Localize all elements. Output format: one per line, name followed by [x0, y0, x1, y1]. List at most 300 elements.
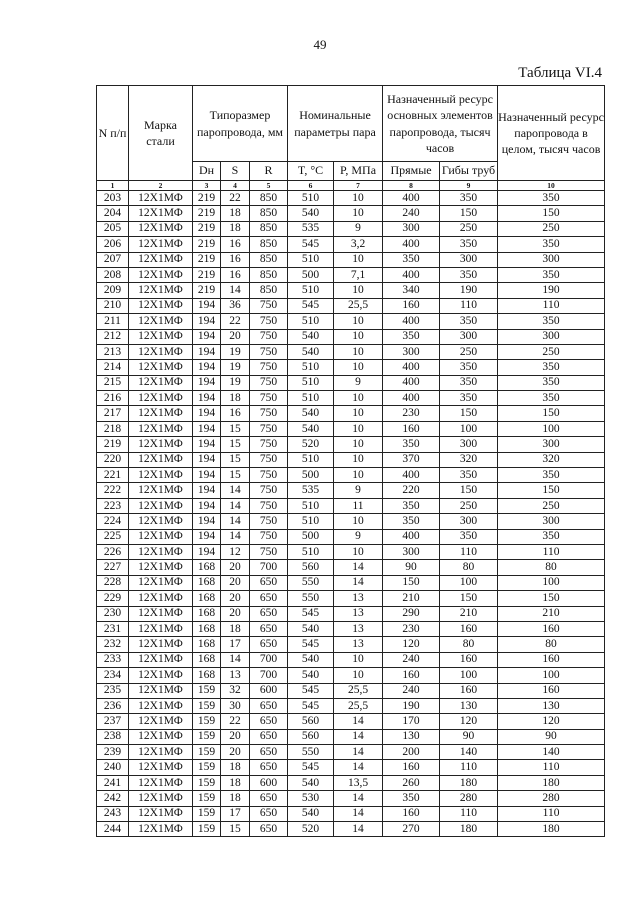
table-cell: 250 [498, 498, 605, 513]
table-cell: 25,5 [334, 683, 383, 698]
table-cell: 350 [383, 329, 440, 344]
table-cell: 194 [193, 375, 221, 390]
table-cell: 240 [97, 760, 129, 775]
steam-pipeline-resource-table [96, 85, 605, 837]
table-cell: 650 [250, 714, 288, 729]
table-cell: 13 [334, 637, 383, 652]
table-cell: 540 [288, 806, 334, 821]
table-cell: 219 [193, 206, 221, 221]
table-cell: 400 [383, 267, 440, 282]
table-cell: 500 [288, 267, 334, 282]
table-cell: 14 [221, 514, 250, 529]
table-cell: 650 [250, 791, 288, 806]
table-cell: 20 [221, 560, 250, 575]
table-cell: 220 [97, 452, 129, 467]
table-cell: 510 [288, 191, 334, 206]
table-row [97, 452, 605, 467]
table-cell: 350 [440, 237, 498, 252]
table-cell: 12Х1МФ [129, 529, 193, 544]
table-cell: 110 [440, 806, 498, 821]
table-cell: 850 [250, 237, 288, 252]
header-pipe-size: Типоразмер паропровода, мм [193, 86, 288, 162]
table-cell: 350 [440, 314, 498, 329]
table-cell: 150 [440, 406, 498, 421]
table-cell: 194 [193, 329, 221, 344]
table-cell: 540 [288, 775, 334, 790]
table-cell: 10 [334, 252, 383, 267]
table-cell: 219 [97, 437, 129, 452]
table-cell: 210 [383, 591, 440, 606]
table-cell: 350 [498, 237, 605, 252]
table-cell: 540 [288, 406, 334, 421]
table-cell: 540 [288, 421, 334, 436]
table-cell: 237 [97, 714, 129, 729]
table-cell: 90 [440, 729, 498, 744]
table-cell: 194 [193, 483, 221, 498]
table-cell: 350 [498, 191, 605, 206]
table-cell: 18 [221, 760, 250, 775]
table-cell: 200 [383, 745, 440, 760]
table-row [97, 283, 605, 298]
table-row [97, 391, 605, 406]
table-cell: 14 [334, 560, 383, 575]
table-cell: 15 [221, 437, 250, 452]
table-cell: 15 [221, 421, 250, 436]
table-cell: 80 [440, 560, 498, 575]
table-cell: 300 [440, 437, 498, 452]
table-row [97, 298, 605, 313]
table-cell: 750 [250, 514, 288, 529]
table-cell: 350 [383, 791, 440, 806]
table-cell: 550 [288, 591, 334, 606]
table-cell: 244 [97, 822, 129, 837]
table-cell: 150 [498, 483, 605, 498]
table-cell: 160 [440, 683, 498, 698]
table-cell: 226 [97, 544, 129, 559]
table-cell: 12Х1МФ [129, 314, 193, 329]
table-cell: 540 [288, 344, 334, 359]
header-dn: Dн [193, 162, 221, 181]
table-cell: 400 [383, 314, 440, 329]
table-cell: 14 [221, 652, 250, 667]
header-r: R [250, 162, 288, 181]
table-row [97, 822, 605, 837]
table-cell: 850 [250, 191, 288, 206]
table-cell: 110 [498, 544, 605, 559]
table-cell: 12Х1МФ [129, 698, 193, 713]
table-cell: 13 [334, 621, 383, 636]
table-cell: 750 [250, 360, 288, 375]
table-cell: 150 [440, 206, 498, 221]
table-cell: 10 [334, 668, 383, 683]
table-cell: 221 [97, 468, 129, 483]
table-cell: 160 [383, 298, 440, 313]
table-cell: 219 [193, 237, 221, 252]
table-cell: 22 [221, 191, 250, 206]
table-cell: 168 [193, 575, 221, 590]
table-row [97, 544, 605, 559]
table-cell: 238 [97, 729, 129, 744]
table-cell: 650 [250, 760, 288, 775]
table-cell: 18 [221, 391, 250, 406]
table-cell: 219 [193, 221, 221, 236]
table-cell: 650 [250, 822, 288, 837]
table-cell: 14 [334, 729, 383, 744]
table-cell: 17 [221, 806, 250, 821]
table-cell: 10 [334, 191, 383, 206]
table-cell: 159 [193, 745, 221, 760]
column-index-cell: 2 [129, 181, 193, 191]
table-cell: 12Х1МФ [129, 668, 193, 683]
table-cell: 18 [221, 221, 250, 236]
column-index-cell: 3 [193, 181, 221, 191]
table-cell: 211 [97, 314, 129, 329]
table-cell: 19 [221, 344, 250, 359]
table-cell: 750 [250, 375, 288, 390]
table-cell: 205 [97, 221, 129, 236]
table-cell: 510 [288, 544, 334, 559]
table-cell: 10 [334, 437, 383, 452]
table-cell: 300 [383, 344, 440, 359]
table-cell: 10 [334, 206, 383, 221]
table-cell: 194 [193, 498, 221, 513]
table-cell: 10 [334, 360, 383, 375]
table-cell: 194 [193, 452, 221, 467]
table-cell: 12Х1МФ [129, 544, 193, 559]
table-cell: 510 [288, 283, 334, 298]
table-cell: 12Х1МФ [129, 791, 193, 806]
table-cell: 850 [250, 206, 288, 221]
table-cell: 350 [440, 360, 498, 375]
table-cell: 160 [498, 652, 605, 667]
table-cell: 168 [193, 560, 221, 575]
table-cell: 194 [193, 344, 221, 359]
table-cell: 14 [334, 822, 383, 837]
table-cell: 500 [288, 468, 334, 483]
table-cell: 300 [498, 329, 605, 344]
table-cell: 12Х1МФ [129, 344, 193, 359]
table-cell: 12Х1МФ [129, 745, 193, 760]
table-row [97, 806, 605, 821]
table-cell: 215 [97, 375, 129, 390]
table-cell: 100 [440, 421, 498, 436]
table-row [97, 791, 605, 806]
table-row [97, 498, 605, 513]
table-cell: 9 [334, 483, 383, 498]
table-cell: 159 [193, 698, 221, 713]
table-cell: 350 [498, 468, 605, 483]
table-cell: 12Х1МФ [129, 267, 193, 282]
table-row [97, 729, 605, 744]
table-cell: 18 [221, 621, 250, 636]
table-cell: 700 [250, 652, 288, 667]
table-cell: 850 [250, 252, 288, 267]
table-cell: 19 [221, 360, 250, 375]
table-cell: 20 [221, 606, 250, 621]
table-row [97, 360, 605, 375]
table-cell: 10 [334, 468, 383, 483]
table-cell: 80 [440, 637, 498, 652]
column-index-cell: 9 [440, 181, 498, 191]
header-pressure: P, MПа [334, 162, 383, 181]
table-cell: 194 [193, 544, 221, 559]
table-cell: 750 [250, 498, 288, 513]
table-cell: 12Х1МФ [129, 237, 193, 252]
table-cell: 190 [498, 283, 605, 298]
table-row [97, 637, 605, 652]
table-cell: 240 [383, 652, 440, 667]
table-cell: 222 [97, 483, 129, 498]
table-cell: 12Х1МФ [129, 391, 193, 406]
table-cell: 300 [440, 514, 498, 529]
table-row [97, 683, 605, 698]
table-row [97, 760, 605, 775]
table-cell: 13 [221, 668, 250, 683]
table-cell: 100 [498, 575, 605, 590]
table-cell: 850 [250, 267, 288, 282]
table-cell: 12Х1МФ [129, 714, 193, 729]
table-cell: 10 [334, 514, 383, 529]
table-cell: 700 [250, 560, 288, 575]
page-number: 49 [313, 37, 327, 52]
table-cell: 18 [221, 206, 250, 221]
table-cell: 300 [440, 329, 498, 344]
table-cell: 350 [440, 375, 498, 390]
table-cell: 400 [383, 468, 440, 483]
header-s: S [221, 162, 250, 181]
table-row [97, 714, 605, 729]
table-cell: 14 [334, 575, 383, 590]
table-cell: 160 [498, 683, 605, 698]
table-cell: 12Х1МФ [129, 375, 193, 390]
table-cell: 350 [383, 252, 440, 267]
table-cell: 236 [97, 698, 129, 713]
table-cell: 159 [193, 775, 221, 790]
table-cell: 12Х1МФ [129, 760, 193, 775]
table-cell: 150 [440, 591, 498, 606]
table-cell: 20 [221, 729, 250, 744]
table-cell: 12Х1МФ [129, 560, 193, 575]
table-cell: 535 [288, 221, 334, 236]
table-cell: 206 [97, 237, 129, 252]
table-row [97, 375, 605, 390]
table-cell: 14 [221, 283, 250, 298]
table-cell: 545 [288, 760, 334, 775]
table-cell: 545 [288, 298, 334, 313]
table-cell: 510 [288, 360, 334, 375]
table-cell: 510 [288, 452, 334, 467]
table-cell: 850 [250, 221, 288, 236]
table-cell: 150 [383, 575, 440, 590]
table-cell: 12 [221, 544, 250, 559]
table-cell: 545 [288, 237, 334, 252]
table-cell: 12Х1МФ [129, 683, 193, 698]
table-cell: 15 [221, 452, 250, 467]
table-row [97, 252, 605, 267]
table-cell: 350 [383, 498, 440, 513]
table-cell: 12Х1МФ [129, 591, 193, 606]
table-cell: 400 [383, 529, 440, 544]
table-row [97, 698, 605, 713]
table-cell: 400 [383, 237, 440, 252]
table-cell: 225 [97, 529, 129, 544]
header-steam-params: Номинальные параметры пара [288, 86, 383, 162]
table-cell: 16 [221, 252, 250, 267]
table-cell: 120 [383, 637, 440, 652]
table-cell: 350 [383, 514, 440, 529]
table-cell: 700 [250, 668, 288, 683]
table-cell: 194 [193, 298, 221, 313]
table-cell: 140 [498, 745, 605, 760]
table-cell: 219 [193, 191, 221, 206]
table-row [97, 668, 605, 683]
table-cell: 168 [193, 591, 221, 606]
table-cell: 216 [97, 391, 129, 406]
table-cell: 150 [440, 483, 498, 498]
table-cell: 180 [440, 822, 498, 837]
table-cell: 110 [498, 298, 605, 313]
table-cell: 210 [440, 606, 498, 621]
table-cell: 160 [498, 621, 605, 636]
table-cell: 80 [498, 637, 605, 652]
table-cell: 750 [250, 391, 288, 406]
table-cell: 12Х1МФ [129, 329, 193, 344]
table-cell: 14 [221, 498, 250, 513]
table-cell: 750 [250, 437, 288, 452]
table-cell: 350 [498, 314, 605, 329]
table-cell: 194 [193, 360, 221, 375]
table-cell: 350 [440, 529, 498, 544]
column-index-cell: 8 [383, 181, 440, 191]
table-cell: 20 [221, 591, 250, 606]
table-row [97, 483, 605, 498]
table-cell: 750 [250, 544, 288, 559]
table-cell: 14 [334, 760, 383, 775]
table-cell: 250 [498, 221, 605, 236]
table-cell: 400 [383, 391, 440, 406]
table-cell: 7,1 [334, 267, 383, 282]
table-cell: 9 [334, 221, 383, 236]
table-cell: 10 [334, 452, 383, 467]
table-cell: 250 [440, 498, 498, 513]
table-cell: 600 [250, 775, 288, 790]
table-cell: 168 [193, 621, 221, 636]
table-cell: 218 [97, 421, 129, 436]
table-caption: Таблица VI.4 [518, 65, 602, 81]
table-cell: 535 [288, 483, 334, 498]
table-cell: 520 [288, 437, 334, 452]
table-cell: 560 [288, 714, 334, 729]
table-cell: 350 [440, 391, 498, 406]
table-cell: 16 [221, 406, 250, 421]
table-cell: 14 [221, 483, 250, 498]
table-cell: 545 [288, 683, 334, 698]
table-cell: 90 [498, 729, 605, 744]
table-cell: 545 [288, 698, 334, 713]
table-row [97, 745, 605, 760]
column-index-cell: 1 [97, 181, 129, 191]
table-cell: 560 [288, 729, 334, 744]
table-cell: 350 [498, 375, 605, 390]
table-cell: 180 [440, 775, 498, 790]
table-cell: 650 [250, 637, 288, 652]
table-cell: 300 [498, 252, 605, 267]
table-body [97, 191, 605, 837]
header-bends: Гибы труб [440, 162, 498, 181]
column-index-cell: 6 [288, 181, 334, 191]
table-cell: 231 [97, 621, 129, 636]
header-num: N п/п [97, 86, 129, 181]
table-cell: 250 [498, 344, 605, 359]
table-cell: 12Х1МФ [129, 221, 193, 236]
table-cell: 230 [97, 606, 129, 621]
table-cell: 235 [97, 683, 129, 698]
table-cell: 194 [193, 406, 221, 421]
table-cell: 120 [440, 714, 498, 729]
table-cell: 110 [440, 298, 498, 313]
table-cell: 400 [383, 191, 440, 206]
table-cell: 650 [250, 698, 288, 713]
table-cell: 260 [383, 775, 440, 790]
table-cell: 10 [334, 421, 383, 436]
table-cell: 168 [193, 637, 221, 652]
table-cell: 210 [97, 298, 129, 313]
table-cell: 540 [288, 652, 334, 667]
table-cell: 350 [440, 267, 498, 282]
table-cell: 300 [498, 437, 605, 452]
table-cell: 350 [498, 529, 605, 544]
table-cell: 25,5 [334, 298, 383, 313]
table-cell: 241 [97, 775, 129, 790]
table-cell: 160 [383, 668, 440, 683]
column-index-row [97, 181, 605, 191]
table-cell: 20 [221, 329, 250, 344]
table-cell: 650 [250, 745, 288, 760]
table-cell: 510 [288, 252, 334, 267]
table-cell: 550 [288, 745, 334, 760]
table-cell: 190 [383, 698, 440, 713]
table-cell: 13 [334, 591, 383, 606]
table-cell: 9 [334, 375, 383, 390]
table-cell: 520 [288, 822, 334, 837]
table-cell: 12Х1МФ [129, 437, 193, 452]
table-cell: 14 [334, 714, 383, 729]
table-cell: 19 [221, 375, 250, 390]
table-cell: 190 [440, 283, 498, 298]
table-cell: 150 [498, 206, 605, 221]
table-cell: 10 [334, 391, 383, 406]
table-cell: 150 [498, 406, 605, 421]
table-cell: 14 [334, 806, 383, 821]
table-cell: 10 [334, 652, 383, 667]
table-cell: 12Х1МФ [129, 822, 193, 837]
table-cell: 650 [250, 606, 288, 621]
table-cell: 650 [250, 591, 288, 606]
table-row [97, 314, 605, 329]
table-cell: 12Х1МФ [129, 806, 193, 821]
table-cell: 10 [334, 406, 383, 421]
table-cell: 10 [334, 344, 383, 359]
table-cell: 110 [440, 760, 498, 775]
table-cell: 12Х1МФ [129, 283, 193, 298]
table-cell: 219 [193, 283, 221, 298]
table-cell: 10 [334, 314, 383, 329]
table-cell: 11 [334, 498, 383, 513]
table-cell: 168 [193, 652, 221, 667]
table-cell: 12Х1МФ [129, 652, 193, 667]
table-cell: 90 [383, 560, 440, 575]
table-cell: 217 [97, 406, 129, 421]
